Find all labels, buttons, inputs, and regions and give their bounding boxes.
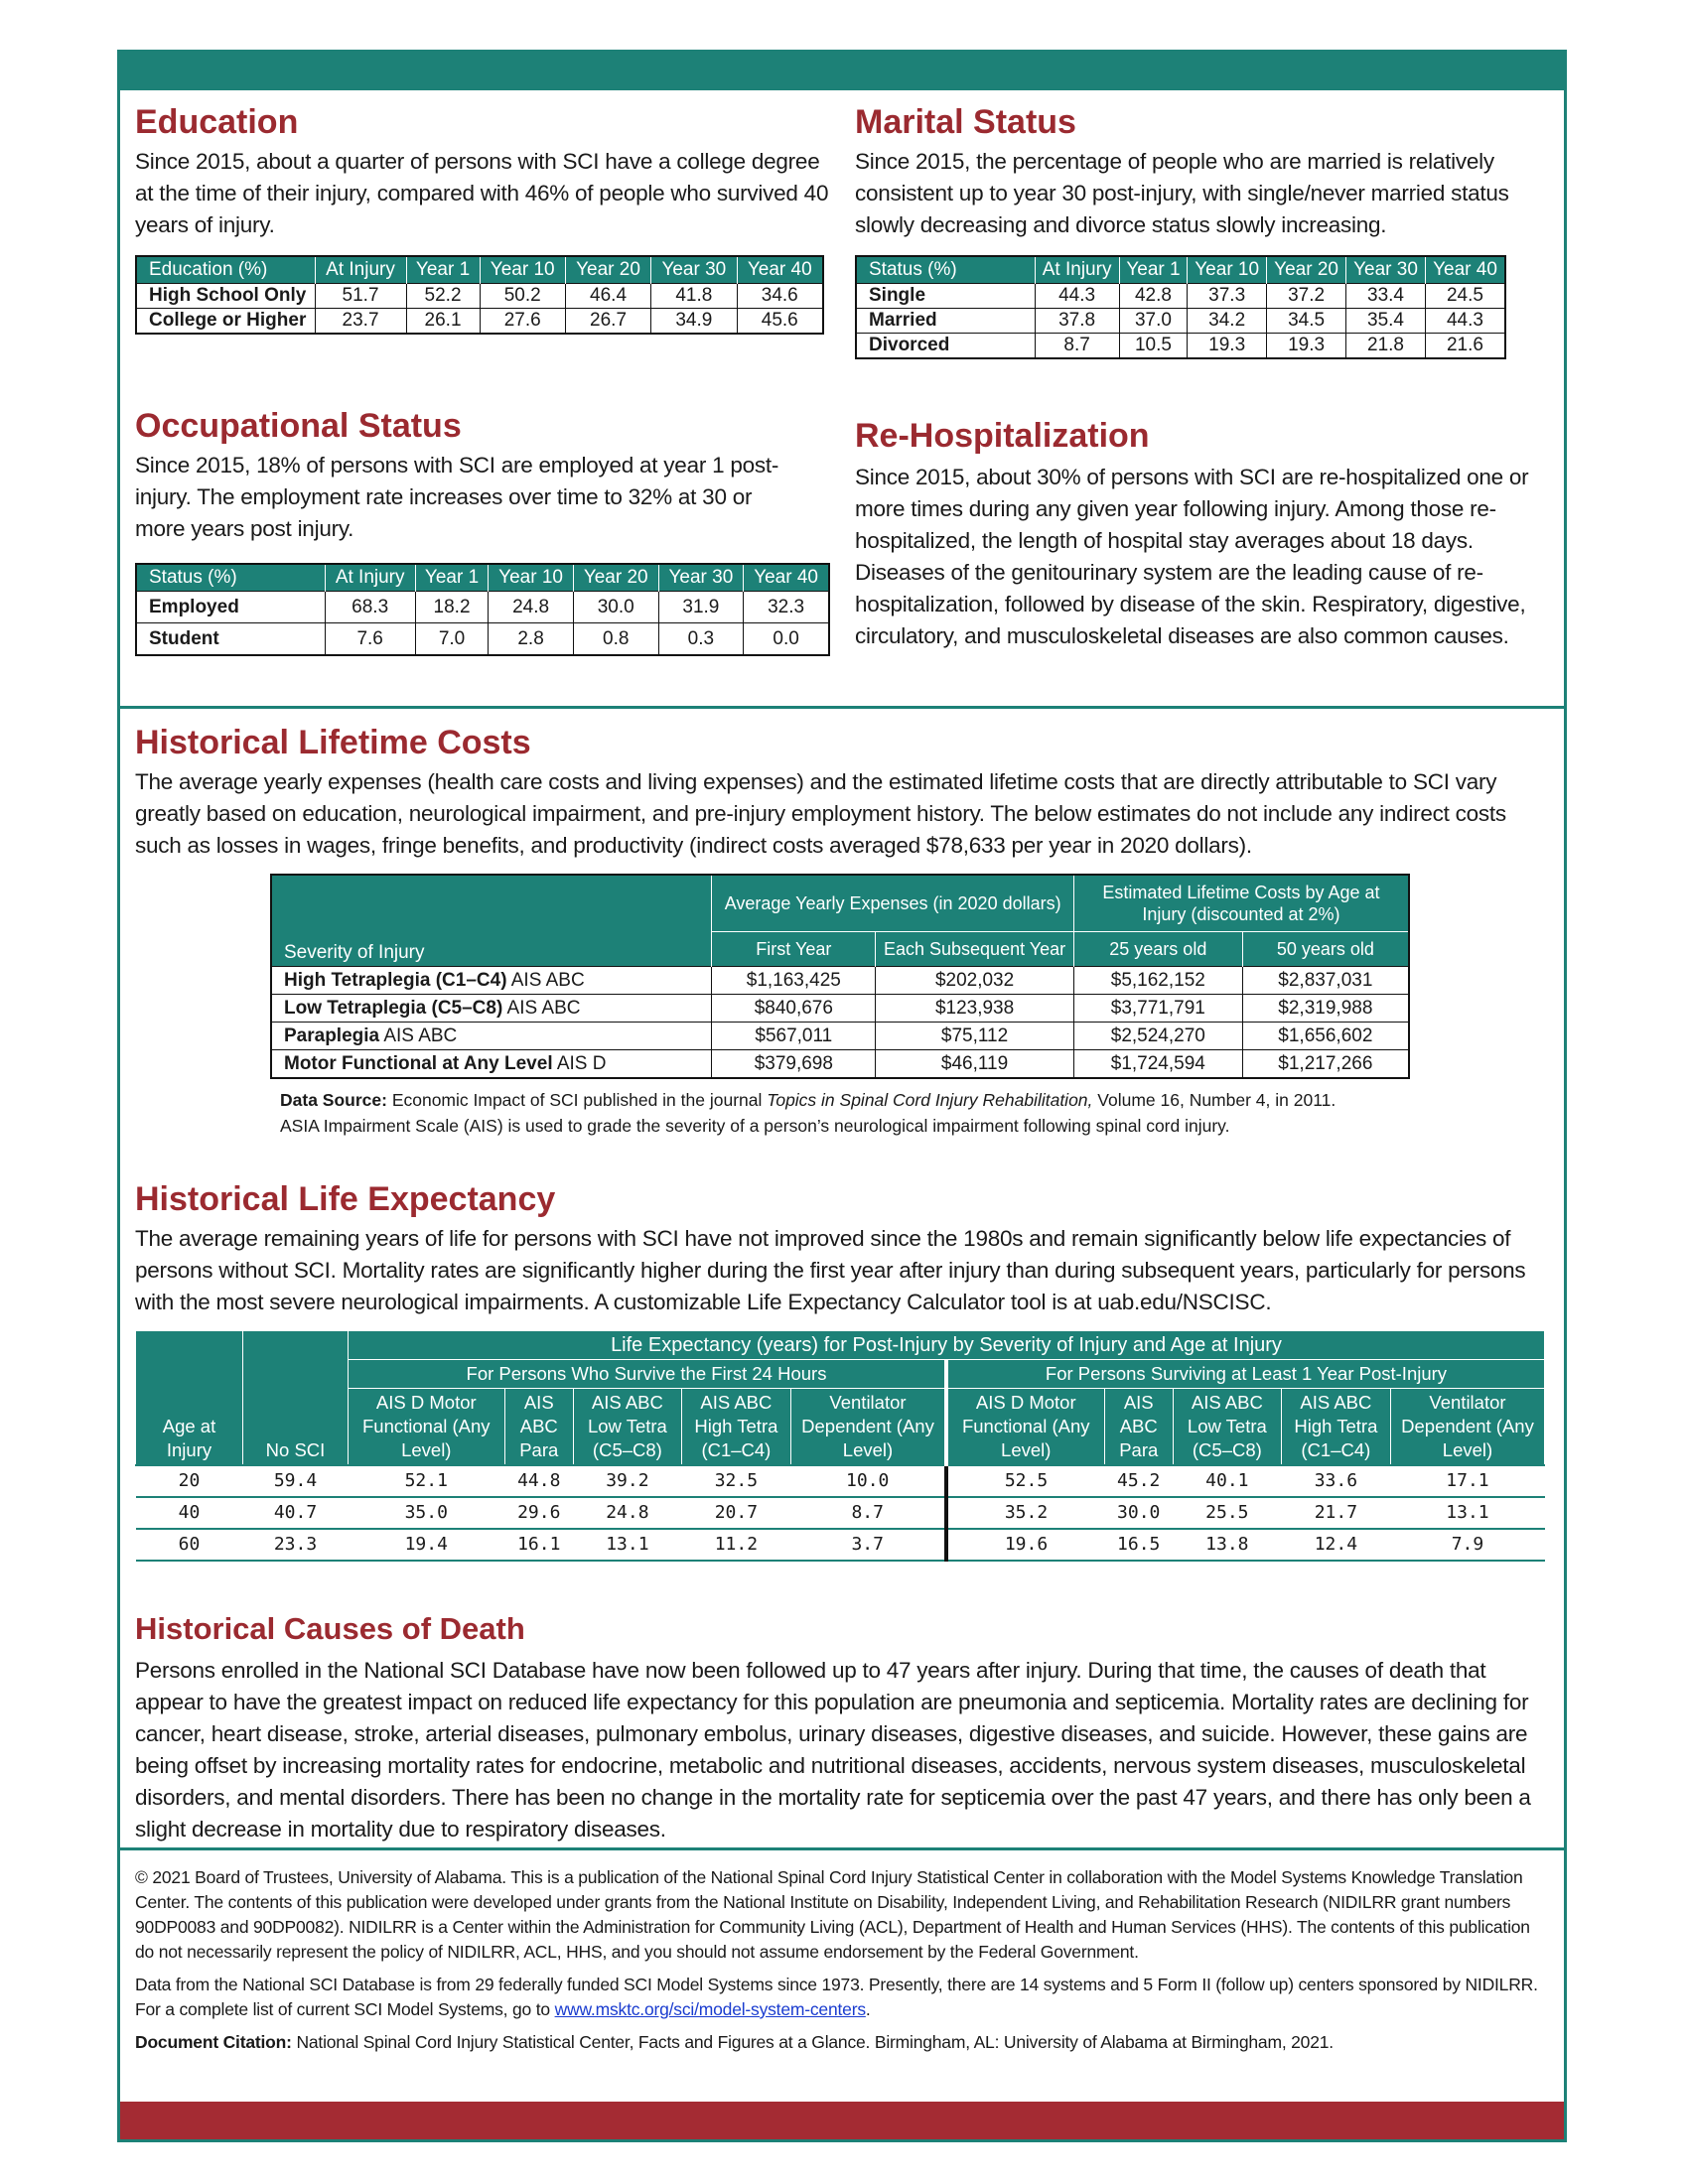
- life-text: The average remaining years of life for persons with SCI have not improved since the 1980s and remain significantly below life expectancies of persons without SCI. Mortality rates are significantly higher during the first year after injury than during subsequent years, particularly for persons with the most severe neurological impairments. A customizable Life Expectancy Calculator tool is at uab.edu/NSCISC.: [135, 1226, 1526, 1314]
- marital-col-header: Year 10: [1188, 256, 1267, 284]
- table-cell: 30.0: [573, 592, 658, 623]
- life-table: [135, 1330, 1545, 1562]
- table-cell: 27.6: [480, 309, 565, 335]
- education-section: [135, 102, 830, 335]
- rehosp-text: Since 2015, about 30% of persons with SCI are re-hospitalized one or more times during any given year following injury. Among those re-hospitalized, the length of hospital stay averages about 18 days. Diseases of the genitourinary system are the leading cause of re-hospitalization, followed by disease of the skin. Respiratory, digestive, circulatory, and musculoskeletal diseases are also common causes.: [855, 465, 1529, 648]
- row-label: Single: [856, 284, 1035, 309]
- table-row: [136, 309, 823, 335]
- occupational-title: Occupational Status: [135, 407, 462, 445]
- table-cell: 23.7: [315, 309, 406, 335]
- life-cell: 52.5: [946, 1465, 1104, 1497]
- table-cell: 33.4: [1346, 284, 1426, 309]
- table-cell: 26.7: [565, 309, 650, 335]
- costs-section: [135, 723, 1555, 1139]
- cost-cell: $567,011: [712, 1023, 876, 1050]
- life-group-1yr: For Persons Surviving at Least 1 Year Post-Injury: [946, 1360, 1545, 1389]
- page-frame: [117, 50, 1567, 2142]
- life-cell: 11.2: [681, 1529, 790, 1561]
- marital-col-header: Year 1: [1119, 256, 1187, 284]
- table-cell: 32.3: [744, 592, 829, 623]
- life-cell: 24.8: [573, 1497, 681, 1529]
- marital-col-header: Year 20: [1267, 256, 1346, 284]
- education-col-header: Year 40: [737, 256, 823, 284]
- death-title: Historical Causes of Death: [135, 1611, 525, 1646]
- cost-cell: $1,724,594: [1073, 1050, 1242, 1079]
- cost-cell: $46,119: [876, 1050, 1074, 1079]
- life-cell: 7.9: [1390, 1529, 1544, 1561]
- table-cell: 34.2: [1188, 309, 1267, 334]
- table-cell: 21.8: [1346, 334, 1426, 359]
- table-cell: 19.3: [1188, 334, 1267, 359]
- death-section: [135, 1609, 1555, 1845]
- cost-cell: $1,656,602: [1242, 1023, 1409, 1050]
- life-cell: 35.2: [946, 1497, 1104, 1529]
- table-row: [136, 623, 829, 656]
- table-cell: 37.8: [1035, 309, 1119, 334]
- life-cell: 3.7: [791, 1529, 946, 1561]
- life-top-header: Life Expectancy (years) for Post-Injury by Severity of Injury and Age at Injury: [349, 1331, 1545, 1360]
- table-cell: 68.3: [325, 592, 415, 623]
- education-col-header: Year 1: [406, 256, 480, 284]
- life-cell: 40.1: [1173, 1465, 1281, 1497]
- cost-cell: $202,032: [876, 967, 1074, 995]
- severity-grade: AIS ABC: [506, 970, 585, 991]
- table-row: [856, 334, 1505, 359]
- table-cell: 0.8: [573, 623, 658, 656]
- occupational-table: [135, 563, 830, 656]
- marital-col-header: Year 30: [1346, 256, 1426, 284]
- table-row: [271, 1023, 1409, 1050]
- life-cell: 16.1: [504, 1529, 573, 1561]
- table-row: [271, 1050, 1409, 1079]
- severity-name: Low Tetraplegia (C5–C8): [284, 998, 503, 1019]
- cost-cell: $840,676: [712, 995, 876, 1023]
- table-cell: 46.4: [565, 284, 650, 309]
- education-col-header: Year 30: [651, 256, 737, 284]
- row-label: High School Only: [136, 284, 315, 309]
- marital-col-header: Status (%): [856, 256, 1035, 284]
- source-text: Economic Impact of SCI published in the journal: [386, 1090, 768, 1110]
- costs-group-yearly: Average Yearly Expenses (in 2020 dollars): [712, 875, 1073, 932]
- severity-name: Paraplegia: [284, 1025, 380, 1046]
- table-cell: 26.1: [406, 309, 480, 335]
- occupational-col-header: Year 40: [744, 564, 829, 592]
- table-row: [136, 1529, 1545, 1561]
- cost-cell: $2,319,988: [1242, 995, 1409, 1023]
- occupational-col-header: At Injury: [325, 564, 415, 592]
- row-label: Divorced: [856, 334, 1035, 359]
- table-cell: 50.2: [480, 284, 565, 309]
- footer: [135, 1865, 1545, 2055]
- life-col-header: Ventilator Dependent (Any Level): [791, 1389, 946, 1466]
- life-cell: 52.1: [349, 1465, 505, 1497]
- occupational-col-header: Year 10: [489, 564, 574, 592]
- education-title: Education: [135, 103, 299, 141]
- life-cell: 20.7: [681, 1497, 790, 1529]
- table-row: [856, 284, 1505, 309]
- marital-col-header: At Injury: [1035, 256, 1119, 284]
- footer-data-note: [135, 1973, 1545, 2022]
- nosci-cell: 40.7: [243, 1497, 349, 1529]
- row-label: Married: [856, 309, 1035, 334]
- life-cell: 45.2: [1104, 1465, 1173, 1497]
- table-cell: 35.4: [1346, 309, 1426, 334]
- cost-cell: $75,112: [876, 1023, 1074, 1050]
- costs-table: [270, 874, 1410, 1079]
- source-journal: Topics in Spinal Cord Injury Rehabilitation,: [767, 1090, 1093, 1110]
- education-col-header: Education (%): [136, 256, 315, 284]
- cost-cell: $3,771,791: [1073, 995, 1242, 1023]
- marital-table: [855, 255, 1506, 359]
- table-row: [136, 1465, 1545, 1497]
- source-tail: Volume 16, Number 4, in 2011.: [1092, 1090, 1336, 1110]
- life-cell: 44.8: [504, 1465, 573, 1497]
- cost-cell: $1,163,425: [712, 967, 876, 995]
- table-cell: 37.3: [1188, 284, 1267, 309]
- table-cell: 24.5: [1425, 284, 1505, 309]
- table-row: [271, 967, 1409, 995]
- life-cell: 17.1: [1390, 1465, 1544, 1497]
- severity-grade: AIS ABC: [379, 1025, 458, 1046]
- asia-note: ASIA Impairment Scale (AIS) is used to grade the severity of a person’s neurological impairment following spinal cord injury.: [280, 1116, 1230, 1136]
- table-row: [136, 592, 829, 623]
- costs-text: The average yearly expenses (health care costs and living expenses) and the estimated lifetime costs that are directly attributable to SCI vary greatly based on education, neurological impairment, and pre-injury employment history. The below estimates do not include any indirect costs such as losses in wages, fringe benefits, and productivity (indirect costs averaged $78,633 per year in 2020 dollars).: [135, 769, 1506, 858]
- table-row: [271, 995, 1409, 1023]
- life-cell: 33.6: [1281, 1465, 1390, 1497]
- section-divider: [120, 706, 1564, 709]
- footer-divider: [120, 1847, 1564, 1850]
- life-cell: 30.0: [1104, 1497, 1173, 1529]
- life-col-header: AIS ABC Para: [1104, 1389, 1173, 1466]
- life-cell: 19.6: [946, 1529, 1104, 1561]
- age-cell: 40: [136, 1497, 243, 1529]
- table-cell: 10.5: [1119, 334, 1187, 359]
- occupational-section: [135, 406, 830, 656]
- table-cell: 37.2: [1267, 284, 1346, 309]
- table-row: [136, 1497, 1545, 1529]
- severity-label: [271, 967, 712, 995]
- table-cell: 0.0: [744, 623, 829, 656]
- life-cell: 13.8: [1173, 1529, 1281, 1561]
- table-cell: 45.6: [737, 309, 823, 335]
- life-col-header: AIS ABC Low Tetra (C5–C8): [573, 1389, 681, 1466]
- bottom-color-bar: [120, 2102, 1564, 2139]
- age-cell: 60: [136, 1529, 243, 1561]
- occupational-col-header: Year 20: [573, 564, 658, 592]
- table-cell: 34.6: [737, 284, 823, 309]
- life-col-header: AIS ABC Low Tetra (C5–C8): [1173, 1389, 1281, 1466]
- life-cell: 8.7: [791, 1497, 946, 1529]
- footer-link-tail: .: [865, 1999, 871, 2019]
- table-cell: 0.3: [658, 623, 744, 656]
- rehosp-section: [855, 416, 1540, 652]
- occupational-text: Since 2015, 18% of persons with SCI are employed at year 1 post-injury. The employment rate increases over time to 32% at 30 or more years post injury.: [135, 453, 779, 541]
- table-cell: 41.8: [651, 284, 737, 309]
- table-cell: 18.2: [415, 592, 488, 623]
- table-cell: 34.9: [651, 309, 737, 335]
- table-cell: 52.2: [406, 284, 480, 309]
- cost-cell: $123,938: [876, 995, 1074, 1023]
- cost-cell: $2,837,031: [1242, 967, 1409, 995]
- source-label: Data Source:: [280, 1090, 387, 1110]
- footer-copyright: © 2021 Board of Trustees, University of Alabama. This is a publication of the National Spinal Cord Injury Statistical Center in collaboration with the Model Systems Knowledge Translation Center. The contents of this publication were developed under grants from the National Institute on Disability, Independent Living, and Rehabilitation Research (NIDILRR grant numbers 90DP0083 and 90DP0082). NIDILRR is a Center within the Administration for Community Living (ACL), Department of Health and Human Services (HHS). The contents of this publication do not necessarily represent the policy of NIDILRR, ACL, HHS, and you should not assume endorsement by the Federal Government.: [135, 1867, 1530, 1962]
- education-col-header: Year 20: [565, 256, 650, 284]
- footer-citation: [135, 2030, 1545, 2055]
- life-cell: 10.0: [791, 1465, 946, 1497]
- rehosp-title: Re-Hospitalization: [855, 417, 1150, 455]
- life-cell: 12.4: [1281, 1529, 1390, 1561]
- table-cell: 2.8: [489, 623, 574, 656]
- costs-group-lifetime: Estimated Lifetime Costs by Age at Injury (discounted at 2%): [1073, 875, 1409, 932]
- life-col-header: AIS D Motor Functional (Any Level): [946, 1389, 1104, 1466]
- life-cell: 39.2: [573, 1465, 681, 1497]
- table-cell: 44.3: [1425, 309, 1505, 334]
- age-cell: 20: [136, 1465, 243, 1497]
- severity-grade: AIS D: [552, 1053, 607, 1074]
- life-cell: 32.5: [681, 1465, 790, 1497]
- table-cell: 21.6: [1425, 334, 1505, 359]
- table-cell: 7.0: [415, 623, 488, 656]
- cost-cell: $379,698: [712, 1050, 876, 1079]
- citation-label: Document Citation:: [135, 2032, 292, 2052]
- cost-cell: $5,162,152: [1073, 967, 1242, 995]
- life-col-header: Ventilator Dependent (Any Level): [1390, 1389, 1544, 1466]
- life-col-header: AIS D Motor Functional (Any Level): [349, 1389, 505, 1466]
- table-cell: 19.3: [1267, 334, 1346, 359]
- costs-title: Historical Lifetime Costs: [135, 724, 531, 761]
- table-cell: 51.7: [315, 284, 406, 309]
- severity-label: [271, 995, 712, 1023]
- citation-text: National Spinal Cord Injury Statistical Center, Facts and Figures at a Glance. Birmingham, AL: University of Alabama at Birmingham, 2021.: [291, 2032, 1334, 2052]
- costs-source-note: [280, 1087, 1555, 1113]
- table-row: [856, 309, 1505, 334]
- life-col-header: AIS ABC High Tetra (C1–C4): [1281, 1389, 1390, 1466]
- marital-section: [855, 102, 1550, 359]
- life-section: [135, 1179, 1555, 1562]
- life-cell: 35.0: [349, 1497, 505, 1529]
- death-text: Persons enrolled in the National SCI Database have now been followed up to 47 years after injury. During that time, the causes of death that appear to have the greatest impact on reduced life expectancy for this population are pneumonia and septicemia. Mortality rates are declining for cancer, heart disease, stroke, arterial diseases, pulmonary embolus, urinary diseases, digestive diseases, and suicide. However, these gains are being offset by increasing mortality rates for endocrine, metabolic and nutritional diseases, accidents, nervous system diseases, musculoskeletal disorders, and mental disorders. There has been no change in the mortality rate for septicemia over the past 47 years, and there has only been a slight decrease in mortality due to respiratory diseases.: [135, 1658, 1531, 1842]
- table-cell: 31.9: [658, 592, 744, 623]
- nosci-cell: 23.3: [243, 1529, 349, 1561]
- life-cell: 21.7: [1281, 1497, 1390, 1529]
- education-col-header: Year 10: [480, 256, 565, 284]
- life-cell: 19.4: [349, 1529, 505, 1561]
- top-color-bar: [120, 53, 1564, 90]
- life-col-header: AIS ABC Para: [504, 1389, 573, 1466]
- occupational-col-header: Status (%): [136, 564, 325, 592]
- table-cell: 24.8: [489, 592, 574, 623]
- table-cell: 42.8: [1119, 284, 1187, 309]
- education-col-header: At Injury: [315, 256, 406, 284]
- marital-text: Since 2015, the percentage of people who are married is relatively consistent up to year 30 post-injury, with single/never married status slowly decreasing and divorce status slowly increasing.: [855, 149, 1509, 237]
- education-text: Since 2015, about a quarter of persons with SCI have a college degree at the time of their injury, compared with 46% of people who survived 40 years of injury.: [135, 149, 829, 237]
- costs-col-subsequent: Each Subsequent Year: [876, 932, 1074, 967]
- life-group-24h: For Persons Who Survive the First 24 Hours: [349, 1360, 946, 1389]
- life-cell: 16.5: [1104, 1529, 1173, 1561]
- severity-name: Motor Functional at Any Level: [284, 1053, 553, 1074]
- marital-title: Marital Status: [855, 103, 1076, 141]
- table-row: [136, 284, 823, 309]
- cost-cell: $2,524,270: [1073, 1023, 1242, 1050]
- table-cell: 44.3: [1035, 284, 1119, 309]
- costs-col-50: 50 years old: [1242, 932, 1409, 967]
- table-cell: 8.7: [1035, 334, 1119, 359]
- cost-cell: $1,217,266: [1242, 1050, 1409, 1079]
- costs-col-first-year: First Year: [712, 932, 876, 967]
- row-label: Employed: [136, 592, 325, 623]
- row-label: Student: [136, 623, 325, 656]
- costs-row-header: Severity of Injury: [271, 875, 712, 967]
- table-cell: 37.0: [1119, 309, 1187, 334]
- occupational-col-header: Year 30: [658, 564, 744, 592]
- life-col-age: Age at Injury: [136, 1331, 243, 1466]
- occupational-col-header: Year 1: [415, 564, 488, 592]
- severity-name: High Tetraplegia (C1–C4): [284, 970, 507, 991]
- costs-col-25: 25 years old: [1073, 932, 1242, 967]
- life-cell: 13.1: [1390, 1497, 1544, 1529]
- severity-label: [271, 1023, 712, 1050]
- footer-data-text: Data from the National SCI Database is from 29 federally funded SCI Model Systems since 1973. Presently, there are 14 systems and 5 Form II (follow up) centers sponsored by NIDILRR. For a complete list of current SCI Model Systems, go to: [135, 1975, 1538, 2019]
- severity-grade: AIS ABC: [502, 998, 581, 1019]
- life-col-nosci: No SCI: [243, 1331, 349, 1466]
- life-cell: 13.1: [573, 1529, 681, 1561]
- severity-label: [271, 1050, 712, 1079]
- nosci-cell: 59.4: [243, 1465, 349, 1497]
- life-title: Historical Life Expectancy: [135, 1180, 556, 1218]
- life-cell: 25.5: [1173, 1497, 1281, 1529]
- marital-col-header: Year 40: [1425, 256, 1505, 284]
- life-col-header: AIS ABC High Tetra (C1–C4): [681, 1389, 790, 1466]
- education-table: [135, 255, 824, 335]
- table-cell: 34.5: [1267, 309, 1346, 334]
- table-cell: 7.6: [325, 623, 415, 656]
- model-systems-link[interactable]: www.msktc.org/sci/model-system-centers: [554, 1999, 866, 2019]
- life-cell: 29.6: [504, 1497, 573, 1529]
- row-label: College or Higher: [136, 309, 315, 335]
